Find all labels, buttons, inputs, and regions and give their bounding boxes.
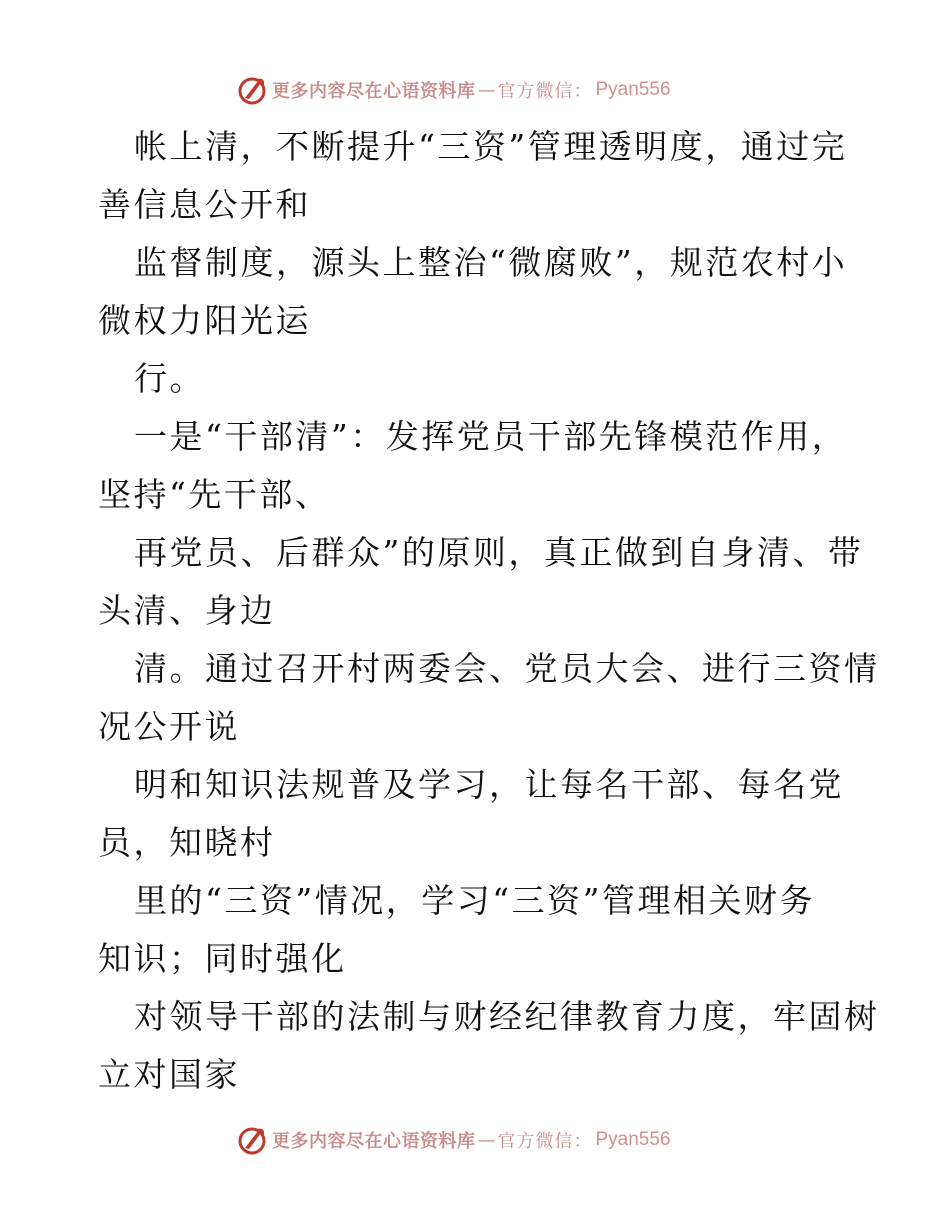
body-line: 监督制度，源头上整治“微腐败”，规范农村小: [134, 243, 848, 282]
body-line: 知识；同时强化: [98, 939, 347, 978]
footer-wechat-label: 官方微信：: [497, 1131, 593, 1152]
body-line: 明和知识法规普及学习，让每名干部、每名党: [134, 765, 844, 804]
body-line: 坚持“先干部、: [98, 475, 331, 514]
header-banner: [236, 73, 756, 107]
body-line: 一是“干部清”：发挥党员干部先锋模范作用，: [134, 417, 848, 456]
body-line: 善信息公开和: [98, 185, 311, 224]
header-wechat-id: Pyan556: [595, 79, 671, 100]
body-line: 立对国家: [98, 1055, 240, 1094]
quill-logo-icon: [236, 1124, 268, 1156]
body-line: 微权力阳光运: [98, 301, 311, 340]
body-line: 里的“三资”情况，学习“三资”管理相关财务: [134, 881, 815, 920]
header-separator: —: [477, 79, 496, 101]
body-text: [98, 118, 880, 1104]
body-line: 况公开说: [98, 707, 240, 746]
footer-wechat-id: Pyan556: [595, 1129, 671, 1150]
body-line: 帐上清，不断提升“三资”管理透明度，通过完: [134, 127, 848, 166]
footer-separator: —: [477, 1129, 496, 1151]
quill-logo-icon: [236, 74, 268, 106]
body-line: 再党员、后群众”的原则，真正做到自身清、带: [134, 533, 864, 572]
body-line: 员，知晓村: [98, 823, 276, 862]
header-site-text: 更多内容尽在心语资料库: [272, 81, 476, 102]
body-line: 对领导干部的法制与财经纪律教育力度，牢固树: [134, 997, 880, 1036]
footer-site-text: 更多内容尽在心语资料库: [272, 1131, 476, 1152]
footer-banner: [236, 1123, 756, 1157]
body-line: 头清、身边: [98, 591, 276, 630]
body-line: 清。通过召开村两委会、党员大会、进行三资情: [134, 649, 880, 688]
header-wechat-label: 官方微信：: [497, 81, 593, 102]
body-line: 行。: [134, 359, 205, 398]
